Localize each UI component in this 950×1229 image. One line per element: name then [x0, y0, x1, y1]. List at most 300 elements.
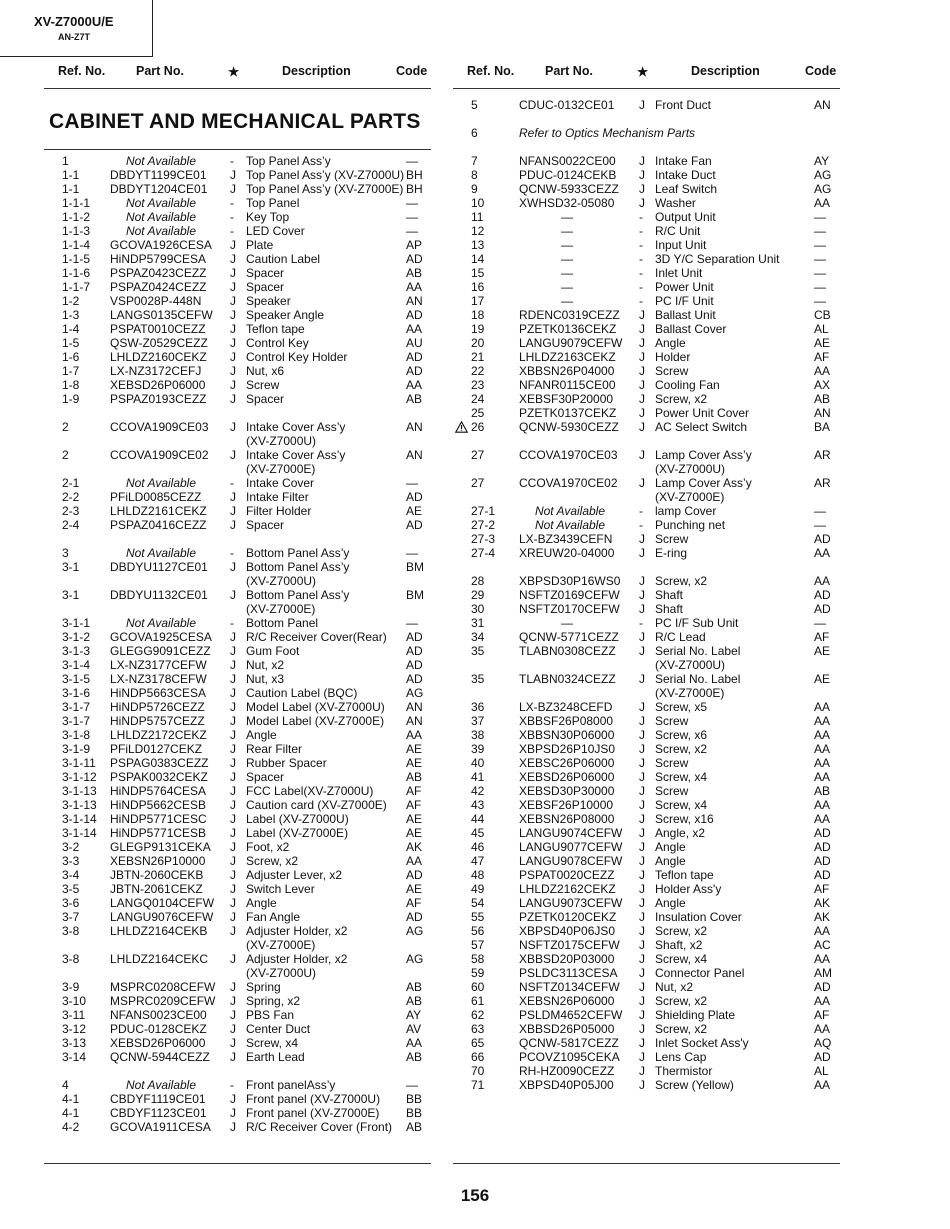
ref-no: 3-7 [62, 910, 80, 924]
description: Top Panel Ass’y (XV-Z7000E) [246, 182, 404, 196]
description: Leaf Switch [655, 182, 718, 196]
part-no: LX-NZ3172CEFJ [110, 364, 202, 378]
description: Front panel (XV-Z7000E) [246, 1106, 380, 1120]
parts-row [0, 602, 950, 616]
description: Shaft [655, 588, 684, 602]
ref-no: 19 [471, 322, 485, 336]
ref-no: 9 [471, 182, 478, 196]
code: AA [814, 798, 831, 812]
description: Spacer [246, 266, 285, 280]
code: AA [814, 714, 831, 728]
code: BH [406, 182, 423, 196]
mark: J [230, 980, 236, 994]
description: Washer [655, 196, 696, 210]
mark: J [230, 1036, 236, 1050]
parts-row [0, 126, 950, 140]
ref-no: 3-5 [62, 882, 80, 896]
mark: J [230, 672, 236, 686]
code: AL [814, 1064, 829, 1078]
code: — [406, 546, 418, 560]
ref-no: 7 [471, 154, 478, 168]
parts-row [0, 714, 950, 728]
ref-no: 16 [471, 280, 485, 294]
header-rule-right [453, 88, 840, 89]
description: Rubber Spacer [246, 756, 327, 770]
description: R/C Lead [655, 630, 706, 644]
description: E-ring [655, 546, 688, 560]
part-no: XEBSN26P10000 [110, 854, 206, 868]
mark: J [639, 798, 645, 812]
part-no: Not Available [125, 476, 197, 490]
mark: J [639, 1022, 645, 1036]
parts-row [0, 882, 950, 896]
code: — [406, 224, 418, 238]
mark: J [639, 1036, 645, 1050]
parts-row [0, 476, 950, 490]
part-no: JBTN-2061CEKZ [110, 882, 203, 896]
ref-no: 46 [471, 840, 485, 854]
ref-no: 44 [471, 812, 485, 826]
code: BA [814, 420, 831, 434]
description: Intake Fan [655, 154, 712, 168]
code: AD [814, 588, 831, 602]
code: BB [406, 1106, 423, 1120]
parts-row [0, 616, 950, 630]
ref-no: 4-2 [62, 1120, 80, 1134]
description: Cooling Fan [655, 378, 720, 392]
row-spacer [0, 140, 950, 154]
mark: J [639, 714, 645, 728]
mark: J [639, 644, 645, 658]
part-no: LX-NZ3177CEFW [110, 658, 207, 672]
description: Power Unit Cover [655, 406, 750, 420]
parts-row [0, 182, 950, 196]
code: AE [406, 504, 423, 518]
mark: J [639, 322, 645, 336]
ref-no: 35 [471, 672, 485, 686]
mark: J [639, 742, 645, 756]
code: AD [814, 602, 831, 616]
parts-row [0, 1120, 440, 1134]
part-no: PSPAZ0416CEZZ [110, 518, 207, 532]
mark: J [639, 378, 645, 392]
parts-row [0, 770, 950, 784]
description: Screw [655, 364, 689, 378]
description: Nut, x2 [655, 980, 694, 994]
mark: J [639, 1008, 645, 1022]
code: — [814, 504, 826, 518]
ref-no: 58 [471, 952, 485, 966]
ref-no: 24 [471, 392, 485, 406]
mark: J [639, 952, 645, 966]
parts-row [0, 448, 950, 462]
mark: J [639, 532, 645, 546]
parts-row [0, 952, 950, 966]
mark: - [639, 280, 643, 294]
mark: J [639, 546, 645, 560]
parts-row [0, 378, 950, 392]
part-no: PSLDM4652CEFW [519, 1008, 623, 1022]
part-no: XEBSF26P10000 [519, 798, 614, 812]
mark: J [639, 574, 645, 588]
code: AC [814, 938, 831, 952]
mark: - [639, 616, 643, 630]
code: AD [814, 840, 831, 854]
code: AF [814, 350, 830, 364]
ref-no: 1-4 [62, 322, 80, 336]
part-no: XBPSD30P16WS0 [519, 574, 621, 588]
description-continuation: (XV-Z7000U) [246, 966, 317, 980]
ref-no: 3-6 [62, 896, 80, 910]
mark: J [639, 994, 645, 1008]
code: AE [406, 812, 423, 826]
code: AB [406, 392, 423, 406]
ref-no: 11 [471, 210, 484, 224]
mark: J [639, 588, 645, 602]
parts-row [0, 168, 950, 182]
part-no: HiNDP5771CESC [110, 812, 207, 826]
part-no: JBTN-2060CEKB [110, 868, 204, 882]
ref-no: 3-1-1 [62, 616, 91, 630]
parts-row [0, 1036, 950, 1050]
description: Angle [655, 840, 686, 854]
description: Punching net [655, 518, 726, 532]
mark: J [639, 728, 645, 742]
mark: - [230, 196, 234, 210]
code: AA [406, 854, 423, 868]
description: Fan Angle [246, 910, 301, 924]
part-no: CBDYF1119CE01 [110, 1092, 206, 1106]
ref-no: 1 [62, 154, 69, 168]
code: BB [406, 1092, 423, 1106]
part-no: DBDYU1127CE01 [110, 560, 208, 574]
mark: J [230, 336, 236, 350]
header-star: ★ [228, 65, 240, 79]
ref-no: 3-1-13 [62, 784, 97, 798]
part-no: QCNW-5933CEZZ [519, 182, 619, 196]
description: Caution Label [246, 252, 321, 266]
part-no: TLABN0308CEZZ [519, 644, 616, 658]
mark: J [230, 1050, 236, 1064]
ref-no: 23 [471, 378, 485, 392]
ref-no: 2 [62, 420, 69, 434]
mark: J [230, 924, 236, 938]
mark: J [230, 882, 236, 896]
ref-no: 3-1-8 [62, 728, 91, 742]
ref-no: 1-1-3 [62, 224, 91, 238]
parts-row [0, 280, 950, 294]
mark: J [230, 504, 236, 518]
mark: J [639, 868, 645, 882]
ref-no: 34 [471, 630, 485, 644]
part-no: LX-BZ3248CEFD [519, 700, 613, 714]
part-no: PZETK0120CEKZ [519, 910, 617, 924]
parts-row [0, 742, 950, 756]
description: Screw, x2 [246, 854, 299, 868]
part-no: LANGU9073CEFW [519, 896, 623, 910]
part-no: QCNW-5930CEZZ [519, 420, 619, 434]
description: Bottom Panel Ass’y [246, 588, 350, 602]
part-no: QSW-Z0529CEZZ [110, 336, 208, 350]
code: — [814, 210, 826, 224]
ref-no: 3-9 [62, 980, 80, 994]
ref-no: 3-1-14 [62, 826, 97, 840]
code: AA [814, 742, 831, 756]
code: AG [814, 182, 832, 196]
description: Screw, x4 [655, 798, 708, 812]
ref-no: 3-1-6 [62, 686, 91, 700]
parts-row [0, 238, 950, 252]
part-no: DBDYT1204CE01 [110, 182, 208, 196]
description: Shaft, x2 [655, 938, 703, 952]
code: AD [406, 364, 423, 378]
header-code-right: Code [805, 64, 837, 78]
code: — [406, 154, 418, 168]
description: Angle [655, 896, 686, 910]
parts-row [0, 266, 950, 280]
description: Lens Cap [655, 1050, 707, 1064]
ref-no: 59 [471, 966, 485, 980]
part-no: PSPAZ0193CEZZ [110, 392, 207, 406]
code: AN [406, 294, 423, 308]
mark: J [639, 840, 645, 854]
mark: J [639, 392, 645, 406]
mark: J [639, 364, 645, 378]
ref-no: 71 [471, 1078, 485, 1092]
part-no: — [561, 210, 573, 224]
mark: - [639, 294, 643, 308]
ref-no: 5 [471, 98, 478, 112]
ref-no: 27 [471, 476, 485, 490]
description: Ballast Cover [655, 322, 727, 336]
code: AA [406, 280, 423, 294]
code: AB [814, 784, 831, 798]
code: AA [814, 1022, 831, 1036]
mark: J [639, 350, 645, 364]
mark: J [230, 266, 236, 280]
mark: J [639, 826, 645, 840]
part-no: LANGU9079CEFW [519, 336, 623, 350]
description: Spacer [246, 280, 285, 294]
code: AA [406, 728, 423, 742]
ref-no: 1-6 [62, 350, 80, 364]
code: AK [406, 840, 423, 854]
description: Front Duct [655, 98, 712, 112]
ref-no: 26 [471, 420, 485, 434]
ref-no: 1-2 [62, 294, 80, 308]
code: AM [814, 966, 832, 980]
part-no: Not Available [534, 518, 606, 532]
description: Gum Foot [246, 644, 300, 658]
part-no: PSPAT0010CEZZ [110, 322, 206, 336]
code: AE [406, 742, 423, 756]
part-no: Not Available [125, 224, 197, 238]
code: AD [814, 854, 831, 868]
mark: J [230, 490, 236, 504]
part-no: NSFTZ0169CEFW [519, 588, 620, 602]
part-no: PSPAZ0424CEZZ [110, 280, 207, 294]
code: AA [814, 952, 831, 966]
description-continuation-row [0, 658, 950, 672]
ref-no: 2-2 [62, 490, 80, 504]
description: Screw [655, 784, 689, 798]
parts-row [0, 1064, 950, 1078]
description: Input Unit [655, 238, 707, 252]
mark: J [639, 938, 645, 952]
part-no: QCNW-5944CEZZ [110, 1050, 210, 1064]
description-continuation: (XV-Z7000U) [655, 462, 726, 476]
description: Screw, x2 [655, 742, 708, 756]
description: Top Panel Ass’y (XV-Z7000U) [246, 168, 405, 182]
mark: J [639, 966, 645, 980]
description-continuation: (XV-Z7000U) [246, 434, 317, 448]
code: AA [814, 924, 831, 938]
ref-no: 3-3 [62, 854, 80, 868]
code: AD [406, 252, 423, 266]
description: Intake Duct [655, 168, 716, 182]
ref-no: 3-1-12 [62, 770, 97, 784]
part-no: PDUC-0124CEKB [519, 168, 617, 182]
code: AA [406, 378, 423, 392]
description: Teflon tape [655, 868, 714, 882]
code: AA [814, 546, 831, 560]
ref-no: 30 [471, 602, 485, 616]
mark: J [230, 784, 236, 798]
code: AA [406, 322, 423, 336]
parts-row [0, 784, 950, 798]
mark: - [639, 238, 643, 252]
parts-row [0, 154, 950, 168]
part-no: Not Available [125, 154, 197, 168]
mark: J [230, 756, 236, 770]
code: AB [406, 1050, 423, 1064]
header-code: Code [396, 64, 428, 78]
description: Spring [246, 980, 281, 994]
ref-no: 4 [62, 1078, 69, 1092]
part-no: XEBSN26P06000 [519, 994, 615, 1008]
description: Inlet Socket Ass'y [655, 1036, 749, 1050]
part-no: PDUC-0128CEKZ [110, 1022, 207, 1036]
part-no: Not Available [125, 1078, 197, 1092]
ref-no: 13 [471, 238, 485, 252]
part-no: XEBSF30P20000 [519, 392, 614, 406]
ref-no: 27-2 [471, 518, 496, 532]
part-no: HiNDP5663CESA [110, 686, 207, 700]
ref-no: 4-1 [62, 1106, 80, 1120]
parts-row [0, 910, 950, 924]
description: Screw, x2 [655, 994, 708, 1008]
ref-no: 6 [471, 126, 478, 140]
mark: J [230, 448, 236, 462]
ref-no: 3-13 [62, 1036, 87, 1050]
mark: J [639, 448, 645, 462]
parts-row [0, 252, 950, 266]
description: Angle, x2 [655, 826, 706, 840]
page-number: 156 [460, 1186, 490, 1205]
code: — [814, 616, 826, 630]
ref-no: 1-7 [62, 364, 80, 378]
part-no: GCOVA1926CESA [110, 238, 212, 252]
part-no: XBBSN26P04000 [519, 364, 615, 378]
code: AG [814, 168, 832, 182]
ref-no: 3-1-4 [62, 658, 91, 672]
code: AA [814, 994, 831, 1008]
parts-row [0, 294, 950, 308]
part-no: QCNW-5817CEZZ [519, 1036, 619, 1050]
mark: J [639, 812, 645, 826]
part-no: XEBSD26P06000 [519, 770, 615, 784]
code: — [814, 294, 826, 308]
ref-no: 61 [471, 994, 485, 1008]
ref-no: 37 [471, 714, 485, 728]
code: AE [406, 826, 423, 840]
mark: J [230, 714, 236, 728]
part-no: LHLDZ2164CEKB [110, 924, 208, 938]
description-continuation: (XV-Z7000U) [246, 574, 317, 588]
ref-no: 17 [471, 294, 485, 308]
part-no: PCOVZ1095CEKA [519, 1050, 620, 1064]
description: Bottom Panel Ass’y [246, 560, 350, 574]
mark: J [639, 910, 645, 924]
ref-no: 3-1-13 [62, 798, 97, 812]
description: Top Panel Ass’y [246, 154, 331, 168]
parts-row [0, 630, 950, 644]
description: Earth Lead [246, 1050, 305, 1064]
description: Screw, x6 [655, 728, 708, 742]
description: Control Key [246, 336, 309, 350]
description: Intake Cover [246, 476, 315, 490]
mark: - [230, 546, 234, 560]
code: AD [406, 490, 423, 504]
description: Screw, x4 [655, 770, 708, 784]
mark: - [230, 476, 234, 490]
mark: J [230, 252, 236, 266]
ref-no: 48 [471, 868, 485, 882]
description: Adjuster Holder, x2 [246, 952, 348, 966]
ref-no: 3-1-3 [62, 644, 91, 658]
parts-row [0, 728, 950, 742]
code: AA [814, 812, 831, 826]
mark: J [230, 364, 236, 378]
mark: J [230, 644, 236, 658]
ref-no: 3-1 [62, 588, 80, 602]
part-no: LHLDZ2163CEKZ [519, 350, 616, 364]
code: BM [406, 588, 424, 602]
description-continuation: (XV-Z7000E) [655, 490, 725, 504]
ref-no: 62 [471, 1008, 485, 1022]
description: Label (XV-Z7000U) [246, 812, 349, 826]
description: PC I/F Unit [655, 294, 714, 308]
description: Screw, x2 [655, 924, 708, 938]
code: AF [814, 882, 830, 896]
ref-no: 47 [471, 854, 485, 868]
description: Shielding Plate [655, 1008, 736, 1022]
mark: J [639, 924, 645, 938]
submodel-number: AN-Z7T [58, 32, 90, 42]
description: Spacer [246, 392, 285, 406]
description: Inlet Unit [655, 266, 703, 280]
ref-no: 3-2 [62, 840, 80, 854]
description: Plate [246, 238, 274, 252]
description: Holder Ass'y [655, 882, 722, 896]
ref-no: 3-11 [62, 1008, 86, 1022]
part-no: HiNDP5771CESB [110, 826, 207, 840]
ref-no: 41 [471, 770, 485, 784]
code: AY [406, 1008, 422, 1022]
parts-row [0, 966, 950, 980]
code: AU [406, 336, 423, 350]
part-no: XBPSD26P10JS0 [519, 742, 616, 756]
